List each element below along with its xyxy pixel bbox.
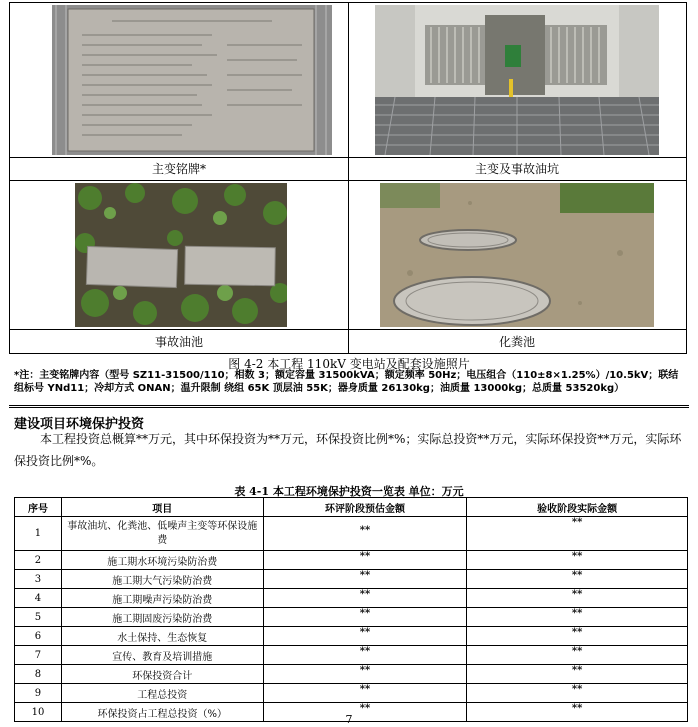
row-item: 施工期大气污染防治费	[61, 570, 263, 589]
row-index: 6	[15, 627, 62, 646]
section-title: 建设项目环境保护投资	[14, 417, 145, 432]
row-index: 8	[15, 665, 62, 684]
row-item: 施工期水环境污染防治费	[61, 551, 263, 570]
row-actual: **	[467, 665, 688, 684]
page-number: 7	[345, 713, 353, 726]
row-estimate: **	[263, 703, 467, 722]
row-item: 水土保持、生态恢复	[61, 627, 263, 646]
row-actual: **	[467, 703, 688, 722]
table-row	[15, 665, 688, 684]
septic-tank-photo	[380, 183, 654, 327]
photo-caption: 主变及事故油坑	[474, 162, 559, 176]
header-index: 序号	[15, 498, 62, 517]
row-actual: **	[467, 517, 688, 551]
table-row	[15, 551, 688, 570]
row-estimate: **	[263, 517, 467, 551]
row-estimate: **	[263, 627, 467, 646]
photo-caption: 主变铭牌*	[151, 162, 206, 176]
photo-caption: 化粪池	[498, 335, 535, 349]
row-actual: **	[467, 627, 688, 646]
table-row	[15, 570, 688, 589]
nameplate-photo	[52, 5, 332, 155]
row-actual: **	[467, 589, 688, 608]
header-estimate: 环评阶段预估金额	[263, 498, 467, 517]
row-actual: **	[467, 570, 688, 589]
investment-paragraph: 本工程投资总概算**万元，其中环保投资为**万元，环保投资比例*%；实际总投资**万元，实际环保投资**万元，实际环保投资比例*%。	[14, 432, 682, 468]
row-index: 10	[15, 703, 62, 722]
table-row	[15, 608, 688, 627]
header-item: 项目	[61, 498, 263, 517]
row-estimate: **	[263, 608, 467, 627]
row-index: 5	[15, 608, 62, 627]
row-estimate: **	[263, 665, 467, 684]
row-estimate: **	[263, 589, 467, 608]
row-estimate: **	[263, 684, 467, 703]
table-row	[15, 589, 688, 608]
row-actual: **	[467, 551, 688, 570]
table-row	[15, 646, 688, 665]
figure-note: *注：主变铭牌内容（型号 SZ11-31500/110；相数 3；额定容量 31500kVA；额定频率 50Hz；电压组合（110±8×1.25%）/10.5kV；联结组标号 YNd11；冷却方式 ONAN；温升限制 绕组 65K 顶层油 55K；器身质量 26130kg；油质量 13000kg；总质量 53520kg）	[14, 370, 679, 394]
row-index: 9	[15, 684, 62, 703]
photo-grid	[9, 2, 687, 354]
row-index: 3	[15, 570, 62, 589]
row-index: 7	[15, 646, 62, 665]
row-item: 环保投资占工程总投资（%）	[61, 703, 263, 722]
row-item: 施工期噪声污染防治费	[61, 589, 263, 608]
table-row	[15, 627, 688, 646]
row-index: 1	[15, 517, 62, 551]
row-actual: **	[467, 608, 688, 627]
row-index: 4	[15, 589, 62, 608]
investment-table	[14, 497, 688, 722]
transformer-photo	[375, 5, 659, 155]
row-item: 事故油坑、化粪池、低噪声主变等环保设施费	[61, 517, 263, 551]
row-item: 环保投资合计	[61, 665, 263, 684]
table-row	[15, 684, 688, 703]
figure-title: 图 4-2 本工程 110kV 变电站及配套设施照片	[228, 357, 470, 371]
table-title: 表 4-1 本工程环境保护投资一览表 单位：万元	[234, 485, 464, 498]
oil-tank-photo	[75, 183, 287, 327]
row-item: 施工期固废污染防治费	[61, 608, 263, 627]
row-item: 工程总投资	[61, 684, 263, 703]
row-estimate: **	[263, 570, 467, 589]
row-actual: **	[467, 646, 688, 665]
row-estimate: **	[263, 646, 467, 665]
row-item: 宣传、教育及培训措施	[61, 646, 263, 665]
table-header-row	[15, 498, 688, 517]
photo-caption: 事故油池	[154, 335, 203, 349]
row-actual: **	[467, 684, 688, 703]
header-actual: 验收阶段实际金额	[467, 498, 688, 517]
row-index: 2	[15, 551, 62, 570]
row-estimate: **	[263, 551, 467, 570]
table-row	[15, 517, 688, 551]
